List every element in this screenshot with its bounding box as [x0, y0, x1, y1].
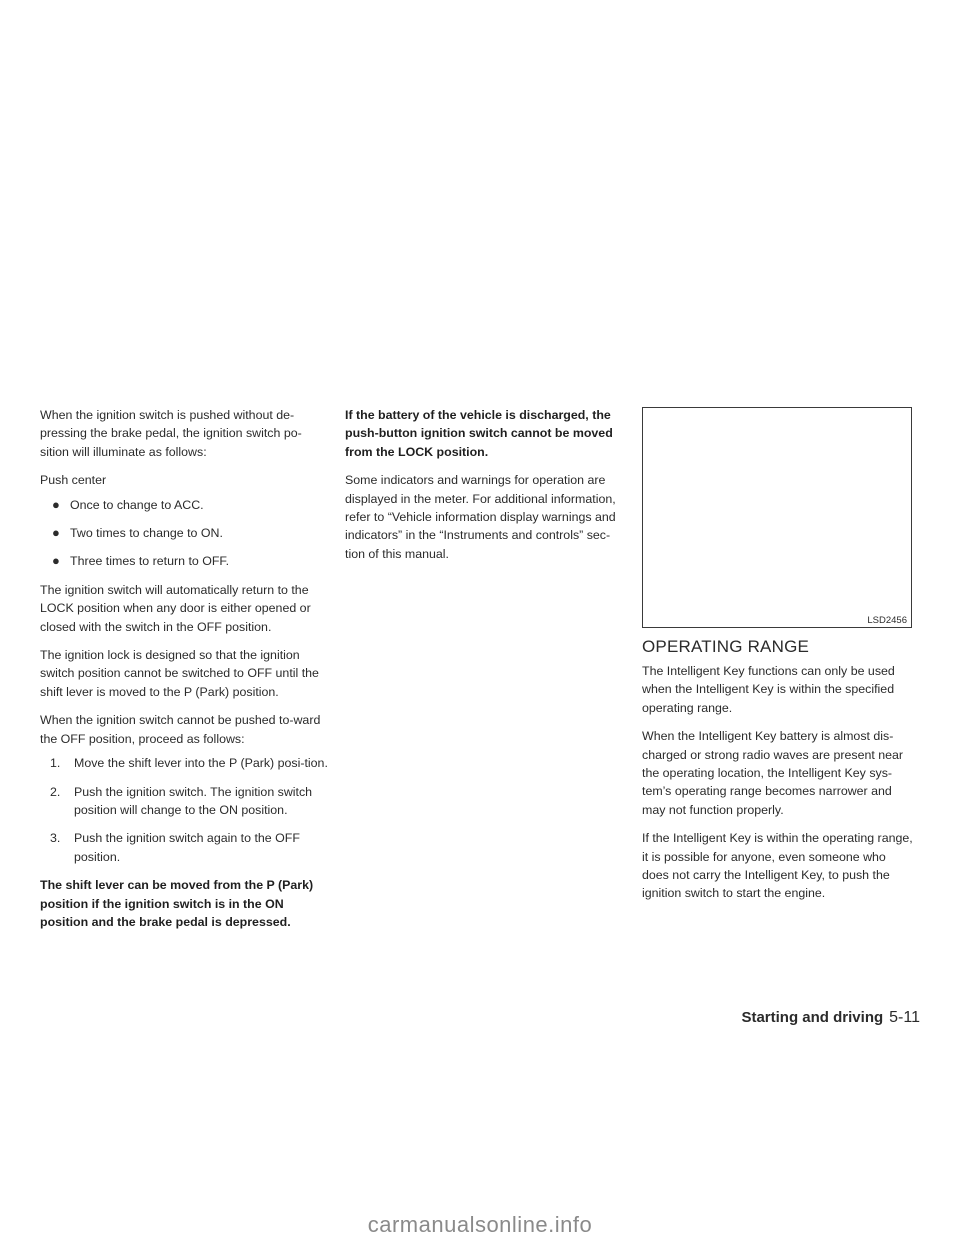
- paragraph-indicators: Some indicators and warnings for operation are displayed in the meter. For additional information, refer to “Vehicle information display warnings and indicators” in the “Instruments and controls” sec-tion of this manual.: [345, 473, 616, 561]
- figure-label: LSD2456: [867, 615, 907, 626]
- figure-placeholder: [642, 407, 912, 628]
- page-number: 5-11: [889, 1009, 920, 1026]
- section-heading: OPERATING RANGE: [642, 637, 810, 656]
- left-column: [40, 406, 328, 941]
- bullet-icon: ●: [52, 525, 60, 541]
- paragraph-battery-discharged: When the Intelligent Key battery is almost dis-charged or strong radio waves are present near the operating location, the Intelligent Key sys-tem’s operating range becomes narrower and may not function properly.: [642, 729, 904, 817]
- list-item: 1. Move the shift lever into the P (Park) posi-tion.: [50, 756, 328, 771]
- list-item: ● Once to change to ACC.: [40, 496, 328, 514]
- paragraph-functions-range: The Intelligent Key functions can only be used when the Intelligent Key is within the specified operating range.: [642, 664, 895, 715]
- list-item: ● Three times to return to OFF.: [40, 552, 328, 570]
- list-item: 2. Push the ignition switch. The ignition switch position will change to the ON position.: [50, 784, 313, 817]
- paragraph-pushed-without-brake: When the ignition switch is pushed without de-pressing the brake pedal, the ignition switch po-sition will illuminate as follows:: [40, 408, 302, 459]
- steps-list: [40, 754, 328, 866]
- paragraph-ignition-lock: The ignition lock is designed so that the ignition switch position cannot be switched to OFF until the shift lever is moved to the P (Park) position.: [40, 648, 319, 699]
- bullet-icon: ●: [52, 496, 60, 512]
- paragraph-auto-return: The ignition switch will automatically return to the LOCK position when any door is either opened or closed with the switch in the OFF position.: [40, 582, 311, 634]
- footer-section-title: Starting and driving: [741, 1009, 884, 1026]
- list-item: ● Two times to change to ON.: [40, 524, 328, 542]
- shift-lever-note: The shift lever can be moved from the P (Park) position if the ignition switch is in the ON position and the brake pedal is depressed.: [40, 878, 314, 929]
- watermark: carmanualsonline.info: [367, 1212, 593, 1237]
- right-column: [642, 662, 914, 913]
- middle-column: [345, 406, 628, 573]
- battery-discharged-note: If the battery of the vehicle is discharged, the push-button ignition switch cannot be moved from the LOCK position.: [345, 408, 613, 459]
- page-footer: [741, 1009, 920, 1027]
- push-center-label: Push center: [40, 473, 107, 488]
- paragraph-anyone-push: If the Intelligent Key is within the operating range, it is possible for anyone, even someone who does not carry the Intelligent Key, to push the ignition switch to start the engine.: [642, 831, 913, 901]
- bullet-icon: ●: [52, 553, 60, 569]
- paragraph-cannot-push: When the ignition switch cannot be pushed to-ward the OFF position, proceed as follows:: [40, 713, 321, 746]
- push-center-list: [40, 496, 328, 571]
- list-item: 3. Push the ignition switch again to the OFF position.: [50, 831, 300, 864]
